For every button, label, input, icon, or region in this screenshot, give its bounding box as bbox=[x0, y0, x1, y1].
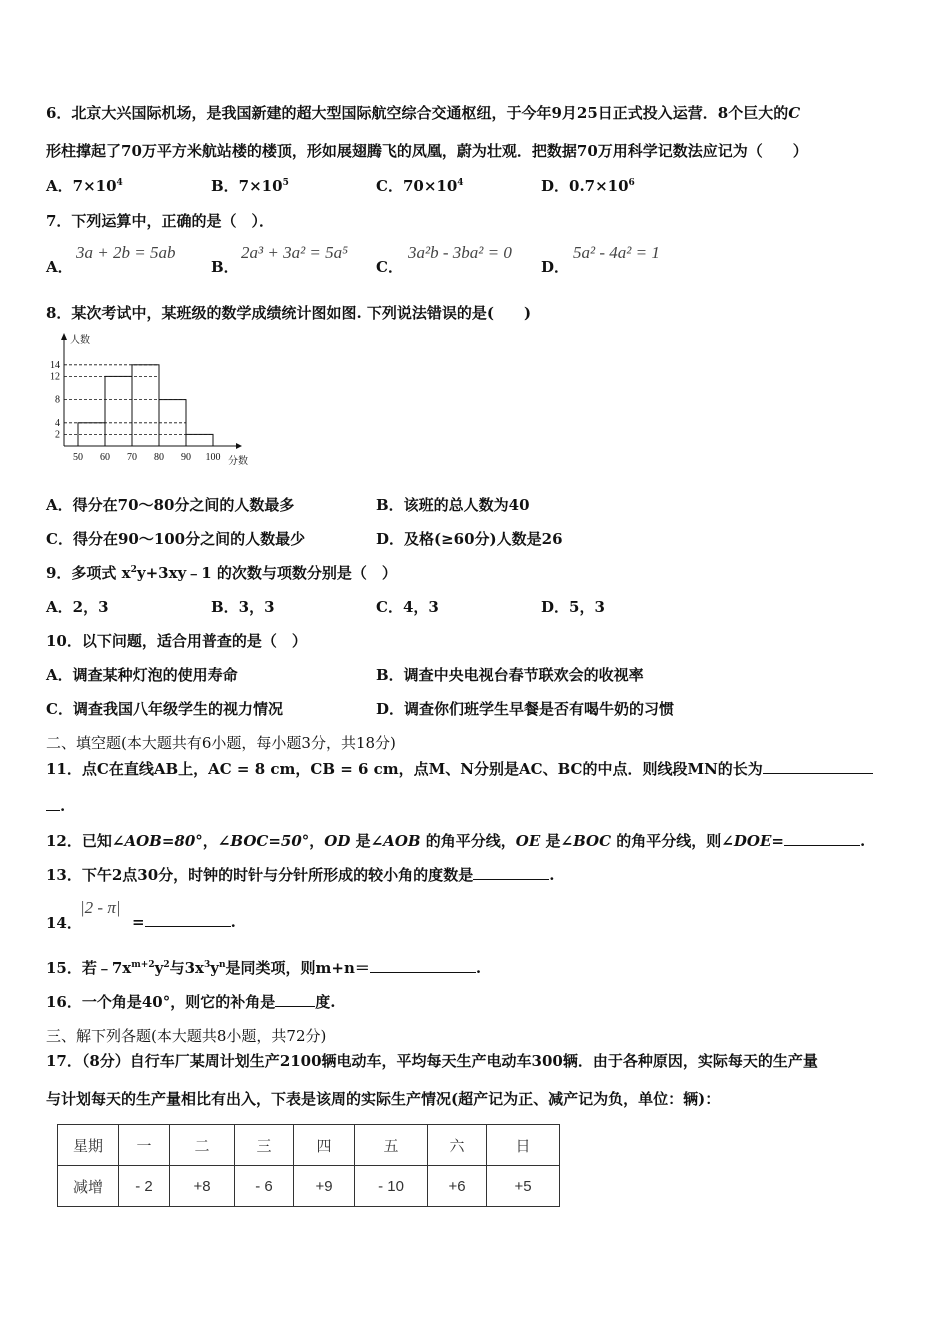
table-cell: +6 bbox=[428, 1166, 487, 1207]
table-cell: 减增 bbox=[58, 1166, 119, 1207]
x-tick-label: 90 bbox=[181, 452, 191, 463]
x-axis-label: 分数 bbox=[228, 456, 248, 467]
q10-option-b: B．调查中央电视台春节联欢会的收视率 bbox=[376, 666, 644, 684]
histogram-bar bbox=[132, 365, 159, 446]
y-axis-label: 人数 bbox=[70, 335, 90, 346]
table-cell: +5 bbox=[487, 1166, 560, 1207]
table-cell: +8 bbox=[170, 1166, 235, 1207]
q15-text: 15．若$﹣7x^{m+2}y^2$与$3x^3y^n$是同类项，则m+n＝ . bbox=[46, 959, 482, 977]
q6-line1: 6．北京大兴国际机场，是我国新建的超大型国际航空综合交通枢纽，于今年9月25日正式投入运营．8个巨大的C bbox=[46, 104, 801, 122]
q6-option-c: C．$70\times 10^4$ bbox=[376, 177, 464, 195]
table-cell: 四 bbox=[294, 1125, 355, 1166]
y-tick-label: 4 bbox=[55, 417, 60, 429]
q8-option-b: B．该班的总人数为40 bbox=[376, 496, 530, 514]
x-tick-label: 70 bbox=[127, 452, 137, 463]
y-axis-arrow bbox=[61, 333, 67, 340]
y-tick-label: 14 bbox=[50, 359, 60, 371]
q17-line2: 与计划每天的生产量相比有出入，下表是该周的实际生产情况(超产记为正、减产记为负，单位：辆)： bbox=[46, 1090, 721, 1108]
q14-answer-line: = . bbox=[132, 913, 236, 931]
table-cell: 日 bbox=[487, 1125, 560, 1166]
table-cell: +9 bbox=[294, 1166, 355, 1207]
x-tick-label: 60 bbox=[100, 452, 110, 463]
q8-option-c: C．得分在90～100分之间的人数最少 bbox=[46, 530, 306, 548]
q7-option-d-expr: 5a² - 4a² = 1 bbox=[573, 243, 660, 262]
q11-continuation: . bbox=[46, 796, 65, 815]
q12-text: 12．已知∠AOB=80°，∠BOC=50°，OD 是∠AOB 的角平分线，OE 是∠BOC 的角平分线，则∠DOE= . bbox=[46, 832, 866, 850]
table-cell: - 2 bbox=[119, 1166, 170, 1207]
production-table bbox=[57, 1124, 560, 1207]
x-tick-label: 80 bbox=[154, 452, 164, 463]
q11-text: 11．点C在直线AB上，AC = 8 cm，CB = 6 cm，点M、N分别是AC、BC的中点．则线段MN的长为 bbox=[46, 758, 873, 779]
table-cell: - 10 bbox=[355, 1166, 428, 1207]
q16-text: 16．一个角是40°，则它的补角是 度. bbox=[46, 993, 336, 1011]
table-row bbox=[58, 1166, 560, 1207]
q9-option-a: A．2，3 bbox=[46, 598, 109, 616]
table-cell: 星期 bbox=[58, 1125, 119, 1166]
table-cell: 五 bbox=[355, 1125, 428, 1166]
histogram-bar bbox=[105, 376, 132, 446]
y-tick-label: 8 bbox=[55, 394, 60, 406]
q6-option-a: A．$7\times 10^4$ bbox=[46, 177, 123, 195]
q10-option-d: D．调查你们班学生早餐是否有喝牛奶的习惯 bbox=[376, 700, 675, 718]
q7-option-c-letter: C． bbox=[376, 258, 403, 276]
table-cell: 三 bbox=[235, 1125, 294, 1166]
q6-option-d: D．$0.7\times 10^6$ bbox=[541, 177, 635, 195]
table-cell: 六 bbox=[428, 1125, 487, 1166]
q14-expression: |2 - π| bbox=[80, 898, 121, 917]
q10-option-c: C．调查我国八年级学生的视力情况 bbox=[46, 700, 283, 718]
q6-line2: 形柱撑起了70万平方米航站楼的楼顶，形如展翅腾飞的凤凰，蔚为壮观．把数据70万用科学记数法应记为（ ） bbox=[46, 142, 808, 160]
q7-option-b-letter: B． bbox=[211, 258, 239, 276]
x-tick-label: 50 bbox=[73, 452, 83, 463]
section-2-heading: 二、填空题(本大题共有6小题，每小题3分，共18分) bbox=[46, 734, 396, 752]
q9-option-c: C．4，3 bbox=[376, 598, 439, 616]
score-histogram bbox=[40, 330, 270, 470]
q8-option-d: D．及格(≥60分)人数是26 bbox=[376, 530, 563, 548]
q7-option-a-letter: A． bbox=[46, 258, 73, 276]
q7-option-b-expr: 2a³ + 3a² = 5a⁵ bbox=[241, 243, 349, 262]
q17-line1: 17．（8分）自行车厂某周计划生产2100辆电动车，平均每天生产电动车300辆．由于各种原因，实际每天的生产量 bbox=[46, 1052, 818, 1070]
q9-option-b: B．3，3 bbox=[211, 598, 275, 616]
q10-stem: 10．以下问题，适合用普查的是（ ） bbox=[46, 632, 307, 650]
table-cell: - 6 bbox=[235, 1166, 294, 1207]
q8-option-a: A．得分在70～80分之间的人数最多 bbox=[46, 496, 295, 514]
table-cell: 二 bbox=[170, 1125, 235, 1166]
table-cell: 一 bbox=[119, 1125, 170, 1166]
histogram-bar bbox=[186, 434, 213, 446]
q7-option-a-expr: 3a + 2b = 5ab bbox=[76, 243, 176, 262]
table-header-row bbox=[58, 1125, 560, 1166]
q6-option-b: B．$7\times 10^5$ bbox=[211, 177, 289, 195]
q7-option-d-letter: D． bbox=[541, 258, 570, 276]
y-tick-label: 12 bbox=[50, 371, 60, 383]
q7-option-c-expr: 3a²b - 3ba² = 0 bbox=[408, 243, 512, 262]
x-tick-label: 100 bbox=[205, 452, 221, 463]
section-3-heading: 三、解下列各题(本大题共8小题，共72分) bbox=[46, 1027, 327, 1045]
q9-option-d: D．5，3 bbox=[541, 598, 605, 616]
q10-option-a: A．调查某种灯泡的使用寿命 bbox=[46, 666, 238, 684]
q14-number: 14． bbox=[46, 914, 82, 932]
q9-stem: 9．多项式 $x^2y+3xy﹣1$ 的次数与项数分别是（ ） bbox=[46, 564, 397, 582]
q7-stem: 7．下列运算中，正确的是（ ）． bbox=[46, 212, 274, 230]
q8-stem: 8．某次考试中，某班级的数学成绩统计图如图. 下列说法错误的是( ) bbox=[46, 304, 532, 322]
q13-text: 13．下午2点30分，时钟的时针与分针所形成的较小角的度数是 . bbox=[46, 866, 555, 884]
y-tick-label: 2 bbox=[55, 429, 60, 441]
x-axis-arrow bbox=[236, 443, 242, 449]
